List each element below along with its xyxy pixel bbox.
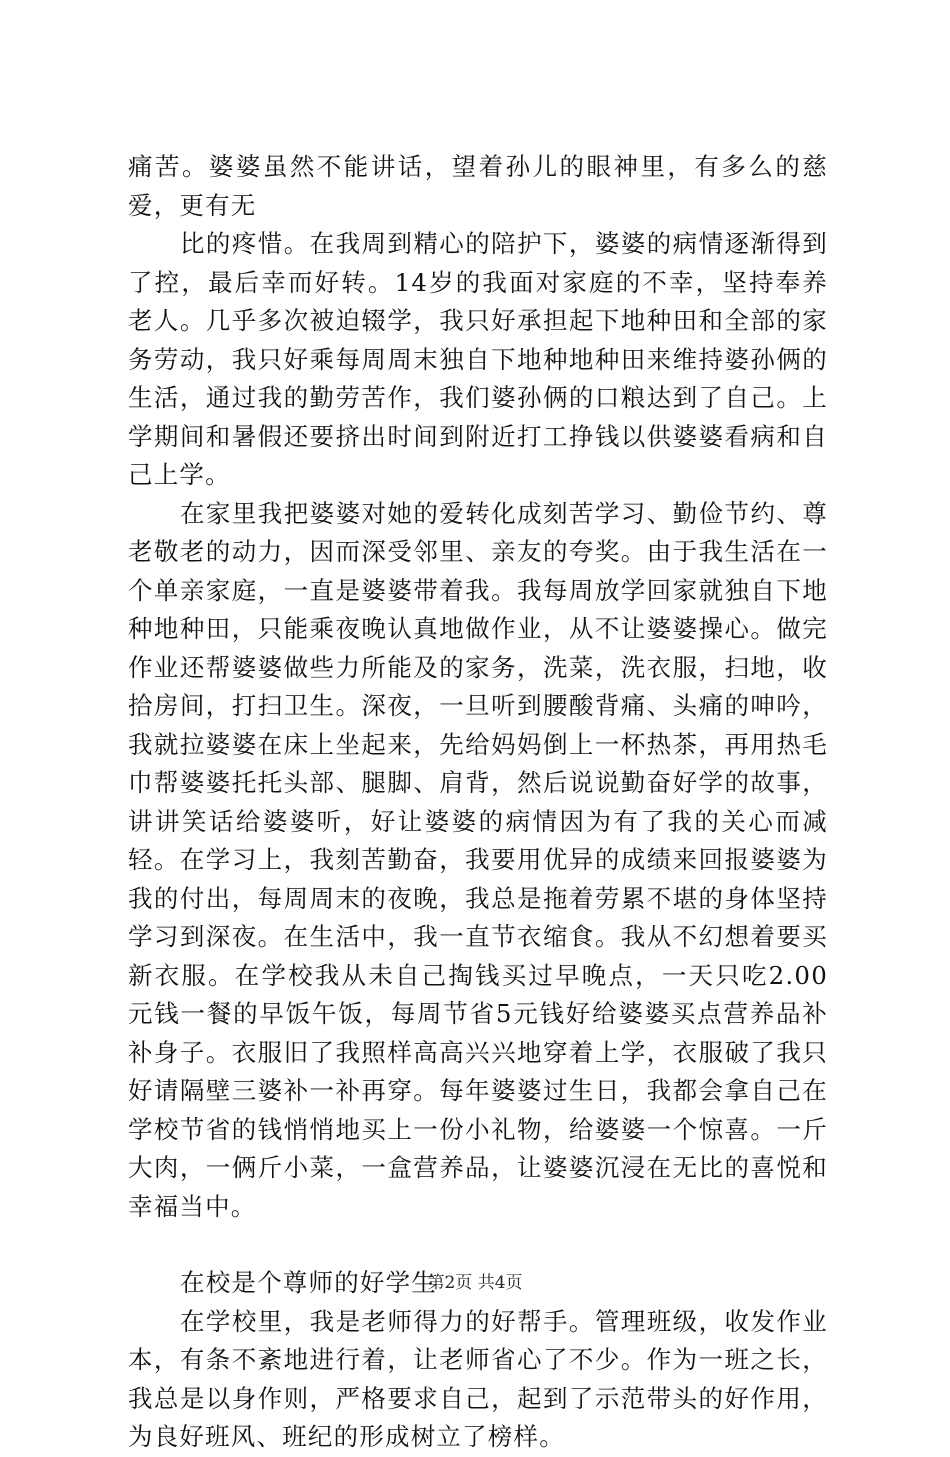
section-heading: 在校是个尊师的好学生	[180, 1268, 437, 1297]
paragraph-continuation: 痛苦。婆婆虽然不能讲话，望着孙儿的眼神里，有多么的慈爱，更有无	[128, 152, 828, 220]
paragraph: 在学校里，我是老师得力的好帮手。管理班级，收发作业本，有条不紊地进行着，让老师省心了不少。作为一班之长，我总是以身作则，严格要求自己，起到了示范带头的好作用，为良好班风、班纪的形成树立了榜样。	[128, 1306, 828, 1451]
page-footer: 第2页 共4页	[427, 1273, 523, 1293]
paragraph-spacer	[128, 1226, 828, 1264]
document-body	[128, 148, 828, 1457]
paragraph: 在家里我把婆婆对她的爱转化成刻苦学习、勤俭节约、尊老敬老的动力，因而深受邻里、亲友的夸奖。由于我生活在一个单亲家庭，一直是婆婆带着我。我每周放学回家就独自下地种地种田，只能乘夜晚认真地做作业，从不让婆婆操心。做完作业还帮婆婆做些力所能及的家务，洗菜，洗衣服，扫地，收拾房间，打扫卫生。深夜，一旦听到腰酸背痛、头痛的呻吟，我就拉婆婆在床上坐起来，先给妈妈倒上一杯热茶，再用热毛巾帮婆婆托托头部、腿脚、肩背，然后说说勤奋好学的故事，讲讲笑话给婆婆听，好让婆婆的病情因为有了我的关心而减轻。在学习上，我刻苦勤奋，我要用优异的成绩来回报婆婆为我的付出，每周周末的夜晚，我总是拖着劳累不堪的身体坚持学习到深夜。在生活中，我一直节衣缩食。我从不幻想着要买新衣服。在学校我从未自己掏钱买过早晚点，一天只吃2.00元钱一餐的早饭午饭，每周节省5元钱好给婆婆买点营养品补补身子。衣服旧了我照样高高兴兴地穿着上学，衣服破了我只好请隔壁三婆补一补再穿。每年婆婆过生日，我都会拿自己在学校节省的钱悄悄地买上一份小礼物，给婆婆一个惊喜。一斤大肉，一俩斤小菜，一盒营养品，让婆婆沉浸在无比的喜悦和幸福当中。	[128, 498, 828, 1221]
paragraph: 比的疼惜。在我周到精心的陪护下，婆婆的病情逐渐得到了控，最后幸而好转。14岁的我面对家庭的不幸，坚持奉养老人。几乎多次被迫辍学，我只好承担起下地种田和全部的家务劳动，我只好乘每周周末独自下地种地种田来维持婆孙俩的生活，通过我的勤劳苦作，我们婆孙俩的口粮达到了自己。上学期间和暑假还要挤出时间到附近打工挣钱以供婆婆看病和自己上学。	[128, 229, 828, 489]
